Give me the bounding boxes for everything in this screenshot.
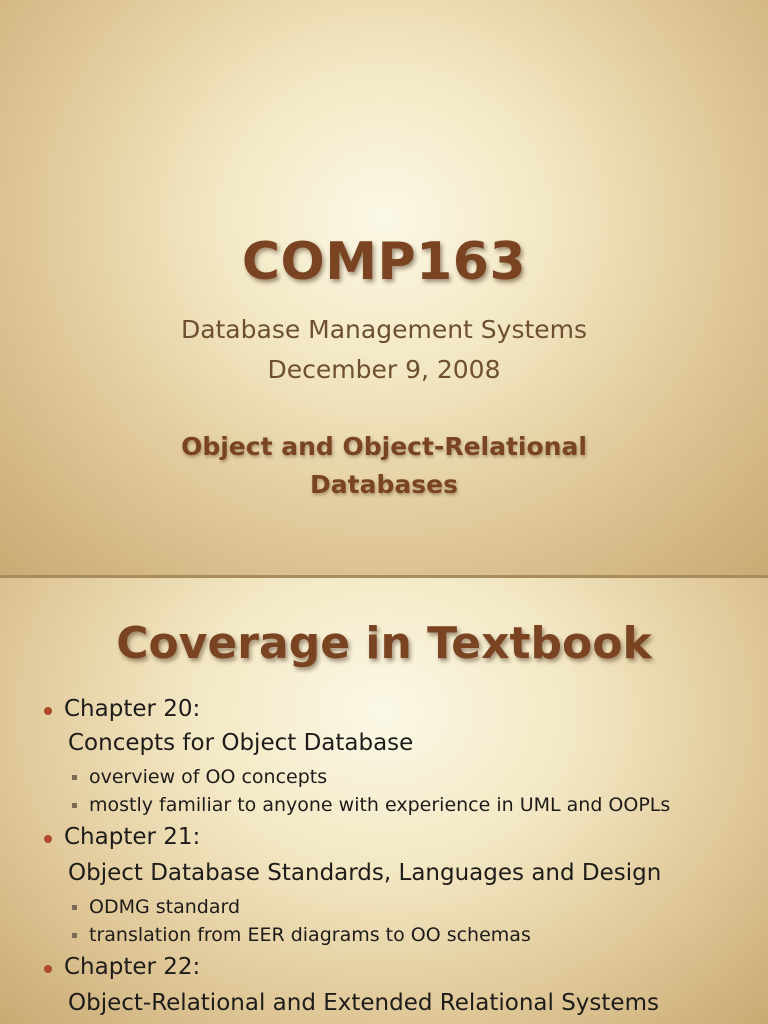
- chapter-label: Chapter 21:: [64, 824, 201, 850]
- lecture-topic-line1: Object and Object-Relational: [181, 432, 587, 461]
- square-bullet-icon: [72, 905, 77, 910]
- bullet-dot-icon: [44, 965, 52, 973]
- lecture-date: December 9, 2008: [267, 355, 501, 384]
- bullet-dot-icon: [44, 835, 52, 843]
- chapter-label: Chapter 20:: [64, 696, 201, 722]
- chapter-label: Chapter 22:: [64, 954, 201, 980]
- course-subtitle: Database Management Systems: [180, 315, 588, 344]
- square-bullet-icon: [72, 933, 77, 938]
- slide-title: Coverage in Textbook: [116, 618, 652, 669]
- coverage-slide: [0, 578, 768, 1024]
- sub-bullet-text: ODMG standard: [89, 896, 241, 918]
- square-bullet-icon: [72, 803, 77, 808]
- sub-bullet-text: mostly familiar to anyone with experience in UML and OOPLs: [89, 794, 671, 816]
- square-bullet-icon: [72, 775, 77, 780]
- course-title: COMP163: [241, 232, 527, 292]
- lecture-topic-line2: Databases: [310, 470, 458, 499]
- chapter-name: Object Database Standards, Languages and Design: [68, 860, 662, 886]
- chapter-name: Object-Relational and Extended Relational Systems: [68, 990, 659, 1016]
- bullet-dot-icon: [44, 707, 52, 715]
- sub-bullet-text: overview of OO concepts: [89, 766, 328, 788]
- chapter-name: Concepts for Object Database: [68, 730, 414, 756]
- sub-bullet-text: translation from EER diagrams to OO schemas: [89, 924, 531, 946]
